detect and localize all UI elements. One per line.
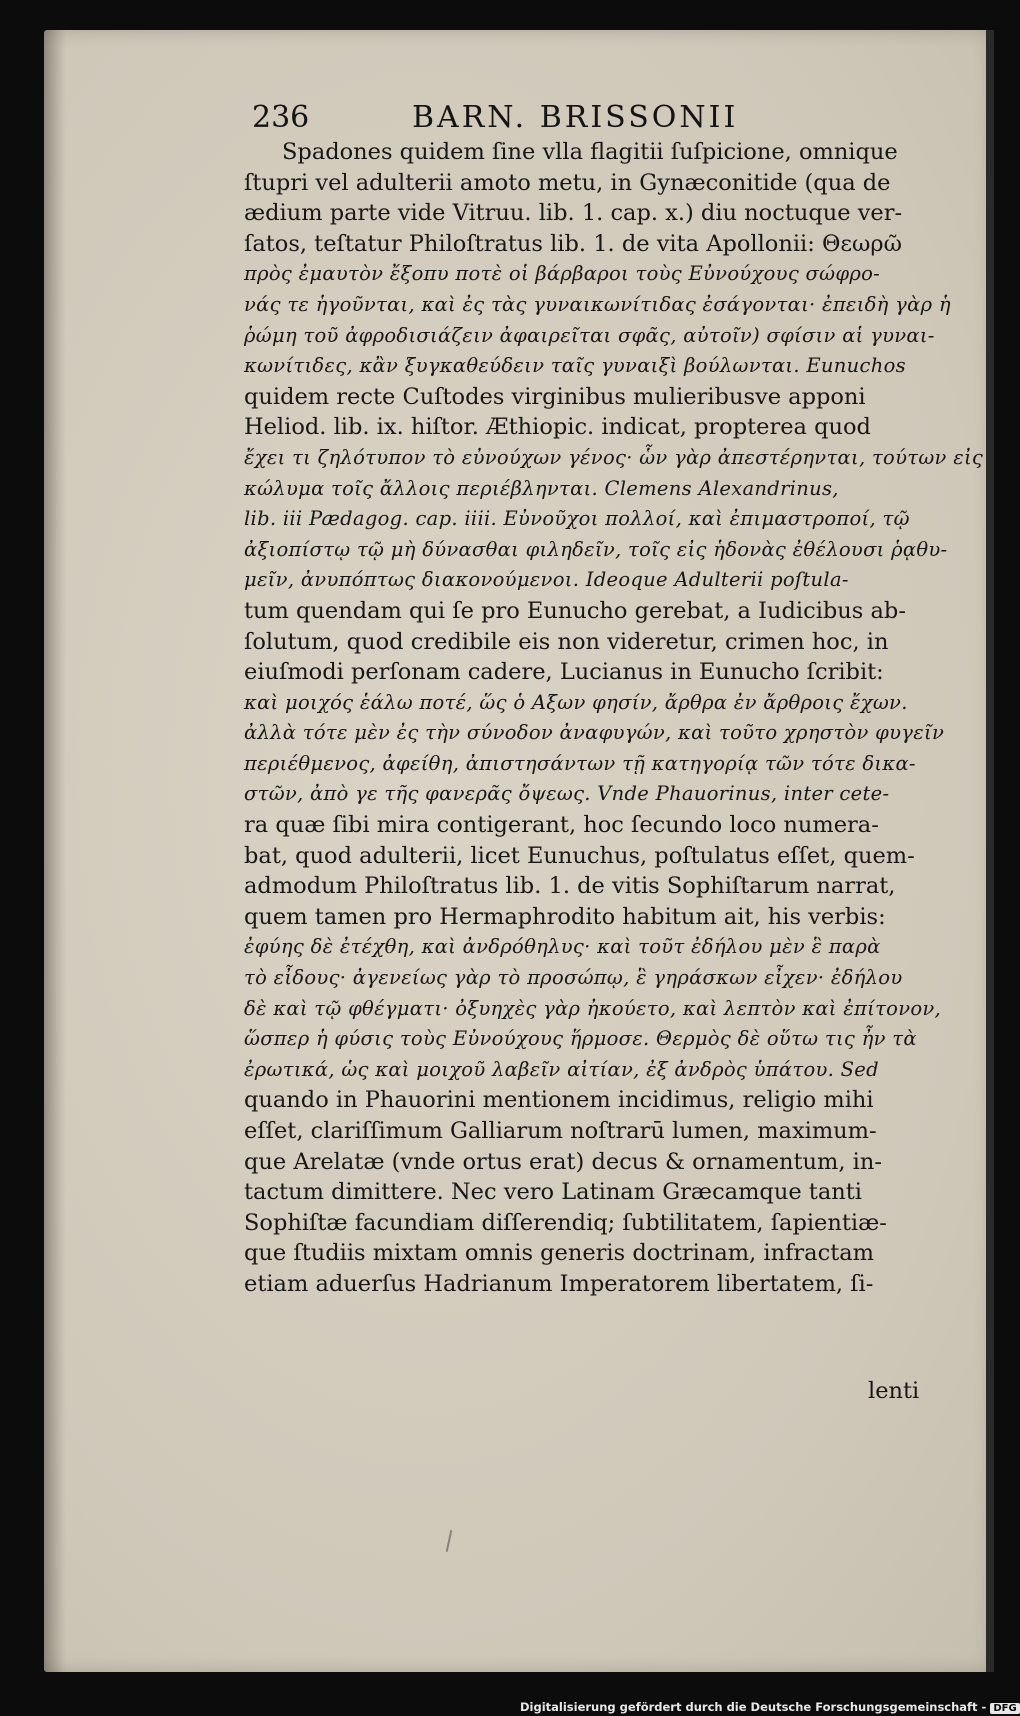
text-line: etiam aduerſus Hadrianum Imperatorem libertatem, ſi- xyxy=(244,1270,874,1297)
text-line: tum quendam qui ſe pro Eunucho gerebat, a Iudicibus ab- xyxy=(244,597,906,624)
catchword: lenti xyxy=(868,1378,920,1404)
greek-line: ἔχει τι ζηλότυπον τὸ εὐνούχων γένος· ὧν γὰρ ἀπεστέρηνται, τούτων εἰς xyxy=(244,445,984,469)
text-line: tactum dimittere. Nec vero Latinam Græcamque tanti xyxy=(244,1179,862,1206)
text-line: que ſtudiis mixtam omnis generis doctrinam, infractam xyxy=(244,1240,874,1267)
greek-line: κώλυμα τοῖς ἄλλοις περιέβληνται. Clemens Alexandrinus, xyxy=(244,476,839,500)
greek-line: καὶ μοιχός ἑάλω ποτέ, ὥς ὁ Αξων φησίν, ἄρθρα ἐν ἄρθροις ἔχων. xyxy=(244,690,908,714)
greek-line: περιέθμενος, ἀφείθη, ἀπιστησάντων τῇ κατηγορίᾳ τῶν τότε δικα- xyxy=(244,751,916,775)
text-line: quando in Phauorini mentionem incidimus, religio mihi xyxy=(244,1087,874,1114)
text-line: eſſet, clariſſimum Galliarum noſtrarū lumen, maximum- xyxy=(244,1118,877,1144)
greek-line: δὲ καὶ τῷ φθέγματι· ὀξυηχὲς γὰρ ἠκούετο, καὶ λεπτὸν καὶ ἐπίτονον, xyxy=(244,996,942,1020)
text-line: que Arelatæ (vnde ortus erat) decus & ornamentum, in- xyxy=(244,1148,882,1175)
footer-text: Digitalisierung gefördert durch die Deutsche Forschungsgemeinschaft - xyxy=(520,1700,987,1714)
text-line: Heliod. lib. ix. hiſtor. Æthiopic. indicat, propterea quod xyxy=(244,414,871,441)
text-line: Sophiſtæ facundiam diſſerendiq; ſubtilitatem, ſapientiæ- xyxy=(244,1209,887,1236)
greek-line: τὸ εἶδους· ἀγενείως γὰρ τὸ προσώπῳ, ἓ γηράσκων εἶχεν· ἐδήλου xyxy=(244,966,903,990)
text-block xyxy=(244,137,984,1300)
text-line: ſatos, teſtatur Philoſtratus lib. 1. de vita Apollonii: Θεωρῶ xyxy=(244,230,902,257)
greek-line: ὥσπερ ἡ φύσις τοὺς Εὐνούχους ἥρμοσε. Θερμὸς δὲ οὕτω τις ἦν τὰ xyxy=(244,1027,917,1051)
greek-line: μεῖν, ἀνυπόπτως διακονούμενοι. Ideoque Adulterii poſtula- xyxy=(244,568,849,592)
page-number: 236 xyxy=(252,100,310,135)
greek-line: νάς τε ἡγοῦνται, καὶ ἐς τὰς γυναικωνίτιδας ἐσάγονται· ἐπειδὴ γὰρ ἡ xyxy=(244,292,951,316)
text-line: ſolutum, quod credibile eis non videretur, crimen hoc, in xyxy=(244,628,889,655)
digitization-footer xyxy=(520,1700,1017,1716)
greek-line: ἐρωτικά, ὡς καὶ μοιχοῦ λαβεῖν αἰτίαν, ἐξ ἀνδρὸς ὑπάτου. Sed xyxy=(244,1057,879,1081)
dfg-logo: DFG xyxy=(990,1703,1019,1714)
text-line: ra quæ ſibi mira contigerant, hoc ſecundo loco numera- xyxy=(244,812,879,839)
text-line: admodum Philoſtratus lib. 1. de vitis Sophiſtarum narrat, xyxy=(244,873,896,900)
greek-line: ἐφύης δὲ ἐτέχθη, καὶ ἀνδρόθηλυς· καὶ τοῦτ ἐδήλου μὲν ἓ παρὰ xyxy=(244,935,881,959)
text-line: quem tamen pro Hermaphrodito habitum ait, his verbis: xyxy=(244,903,886,930)
greek-line: κωνίτιδες, κἂν ξυγκαθεύδειν ταῖς γυναιξὶ βούλωνται. Eunuchos xyxy=(244,354,906,378)
text-line: ſtupri vel adulterii amoto metu, in Gynæconitide (qua de xyxy=(244,169,891,196)
text-line: eiuſmodi perſonam cadere, Lucianus in Eunucho ſcribit: xyxy=(244,659,884,686)
greek-line: ῥώμη τοῦ ἀφροδισιάζειν ἀφαιρεῖται σφᾶς, αὐτοῖν) σφίσιν αἱ γυναι- xyxy=(244,323,935,347)
text-line: ædium parte vide Vitruu. lib. 1. cap. x.) diu noctuque ver- xyxy=(244,200,903,227)
greek-line: ἀλλὰ τότε μὲν ἐς τὴν σύνοδον ἀναφυγών, καὶ τοῦτο χρηστὸν φυγεῖν xyxy=(244,721,945,745)
text-line: quidem recte Cuſtodes virginibus mulieribusve apponi xyxy=(244,383,866,410)
greek-line: πρὸς ἐμαυτὸν ἔξοπυ ποτὲ οἱ βάρβαροι τοὺς Εὐνούχους σώφρο- xyxy=(244,262,881,286)
greek-line: ἀξιοπίστῳ τῷ μὴ δύνασθαι φιληδεῖν, τοῖς εἰς ἡδονὰς ἐθέλουσι ῥᾳθυ- xyxy=(244,537,948,561)
greek-line: lib. iii Pædagog. cap. iiii. Εὐνοῦχοι πολλοί, καὶ ἐπιμαστροποί, τῷ xyxy=(244,507,910,531)
text-line: bat, quod adulterii, licet Eunuchus, poſtulatus eſſet, quem- xyxy=(244,842,915,869)
page-edge xyxy=(986,30,994,1672)
greek-line: στῶν, ἀπὸ γε τῆς φανερᾶς ὄψεως. Vnde Phauorinus, inter cete- xyxy=(244,782,890,806)
running-title: BARN. BRISSONII xyxy=(412,100,739,135)
text-line: Spadones quidem ſine vlla flagitii ſuſpicione, omnique xyxy=(282,139,898,165)
